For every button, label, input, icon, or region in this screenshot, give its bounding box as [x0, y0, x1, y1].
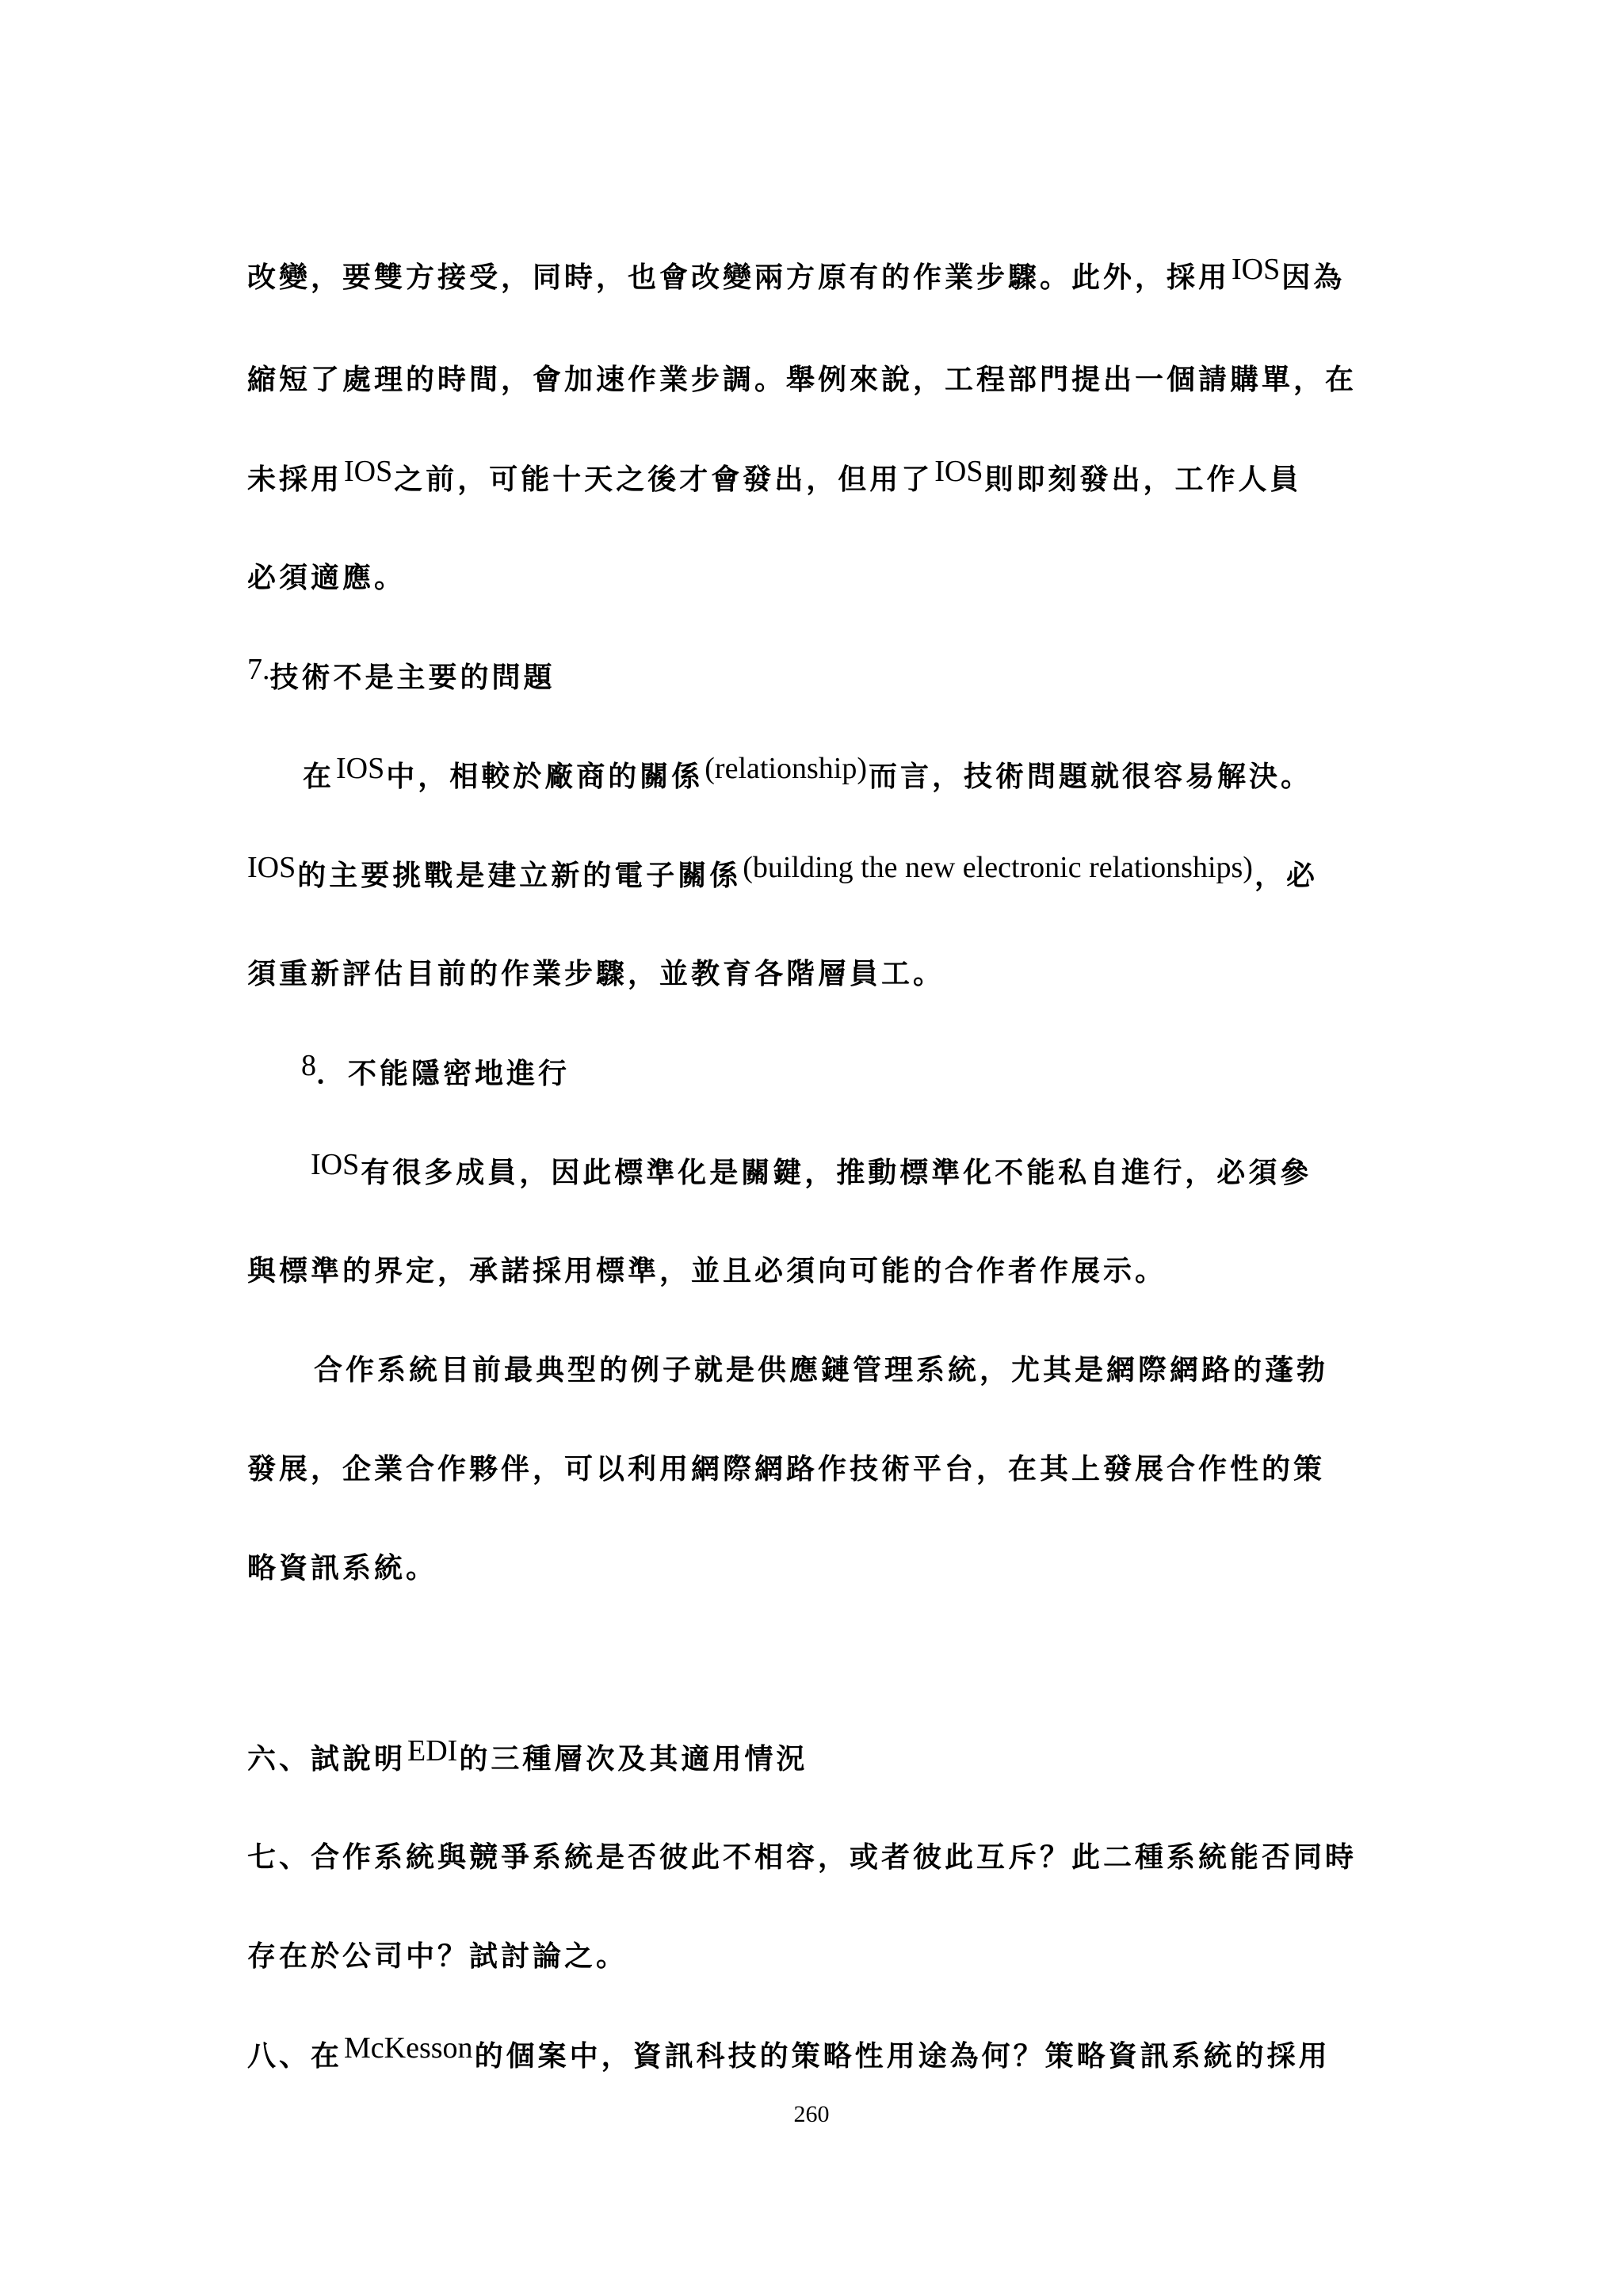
paragraph-1-line-2 — [0, 353, 1623, 408]
heading-number: 8 — [301, 1049, 316, 1082]
text: 在 — [303, 761, 335, 793]
text: 須重新評估目前的作業步驟，並教育各階層員工。 — [247, 958, 945, 990]
paragraph-2-line-2 — [0, 848, 1623, 903]
text: 八、在 — [247, 2040, 343, 2073]
text: 中，相較於廠商的關係 — [386, 761, 704, 793]
term: IOS — [344, 455, 393, 488]
term: IOS — [247, 851, 296, 884]
text: 合作系統目前最典型的例子就是供應鏈管理系統，尤其是網際網路的蓬勃 — [314, 1354, 1329, 1386]
text: 必須適應。 — [247, 562, 407, 594]
term: (relationship) — [705, 752, 867, 785]
paragraph-4-line-1 — [0, 1343, 1623, 1398]
question-7-line-1 — [0, 1830, 1623, 1886]
paragraph-3-line-1 — [0, 1145, 1623, 1200]
heading-7 — [0, 650, 1623, 705]
term: IOS — [934, 455, 983, 488]
heading-text: 技術不是主要的問題 — [269, 662, 556, 694]
paragraph-1-line-1 — [0, 250, 1623, 305]
question-8 — [0, 2028, 1623, 2084]
question-6 — [0, 1731, 1623, 1787]
text: ，必 — [1254, 860, 1318, 892]
text: 因為 — [1281, 261, 1346, 294]
paragraph-1-line-4 — [0, 551, 1623, 606]
text: 略資訊系統。 — [247, 1552, 438, 1585]
text: 七、合作系統與競爭系統是否彼此不相容，或者彼此互斥？此二種系統能否同時 — [247, 1841, 1358, 1874]
heading-text: ．不能隱密地進行 — [316, 1058, 571, 1090]
paragraph-1-line-3 — [0, 452, 1623, 507]
text: 發展，企業合作夥伴，可以利用網際網路作技術平台，在其上發展合作性的策 — [247, 1453, 1326, 1486]
term: EDI — [407, 1734, 458, 1768]
term: McKesson — [344, 2031, 473, 2065]
paragraph-2-line-1 — [0, 749, 1623, 804]
question-7-line-2 — [0, 1929, 1623, 1985]
text: 改變，要雙方接受，同時，也會改變兩方原有的作業步驟。此外，採用 — [247, 261, 1231, 294]
term: IOS — [311, 1148, 360, 1181]
text: 有很多成員，因此標準化是關鍵，推動標準化不能私自進行，必須參 — [361, 1157, 1312, 1189]
text: 的主要挑戰是建立新的電子關係 — [297, 860, 742, 892]
text: 存在於公司中？試討論之。 — [247, 1940, 628, 1973]
heading-8 — [0, 1046, 1623, 1101]
term: (building the new electronic relationships) — [743, 851, 1253, 884]
text: 而言，技術問題就很容易解決。 — [868, 761, 1312, 793]
text: 縮短了處理的時間，會加速作業步調。舉例來說，工程部門提出一個請購單，在 — [247, 364, 1358, 396]
paragraph-4-line-2 — [0, 1442, 1623, 1497]
heading-number: 7. — [247, 653, 270, 686]
paragraph-2-line-3 — [0, 947, 1623, 1002]
page-number: 260 — [793, 2101, 830, 2127]
text: 之前，可能十天之後才會發出，但用了 — [394, 463, 934, 496]
paragraph-3-line-2 — [0, 1244, 1623, 1299]
term: IOS — [336, 752, 385, 785]
text: 的三種層次及其適用情況 — [459, 1743, 808, 1775]
text: 的個案中，資訊科技的策略性用途為何？策略資訊系統的採用 — [474, 2040, 1331, 2073]
text: 與標準的界定，承諾採用標準，並且必須向可能的合作者作展示。 — [247, 1255, 1167, 1287]
text: 未採用 — [247, 463, 343, 496]
term: IOS — [1232, 253, 1281, 286]
paragraph-4-line-3 — [0, 1541, 1623, 1596]
text: 則即刻發出，工作人員 — [984, 463, 1302, 496]
text: 六、試說明 — [247, 1743, 407, 1775]
